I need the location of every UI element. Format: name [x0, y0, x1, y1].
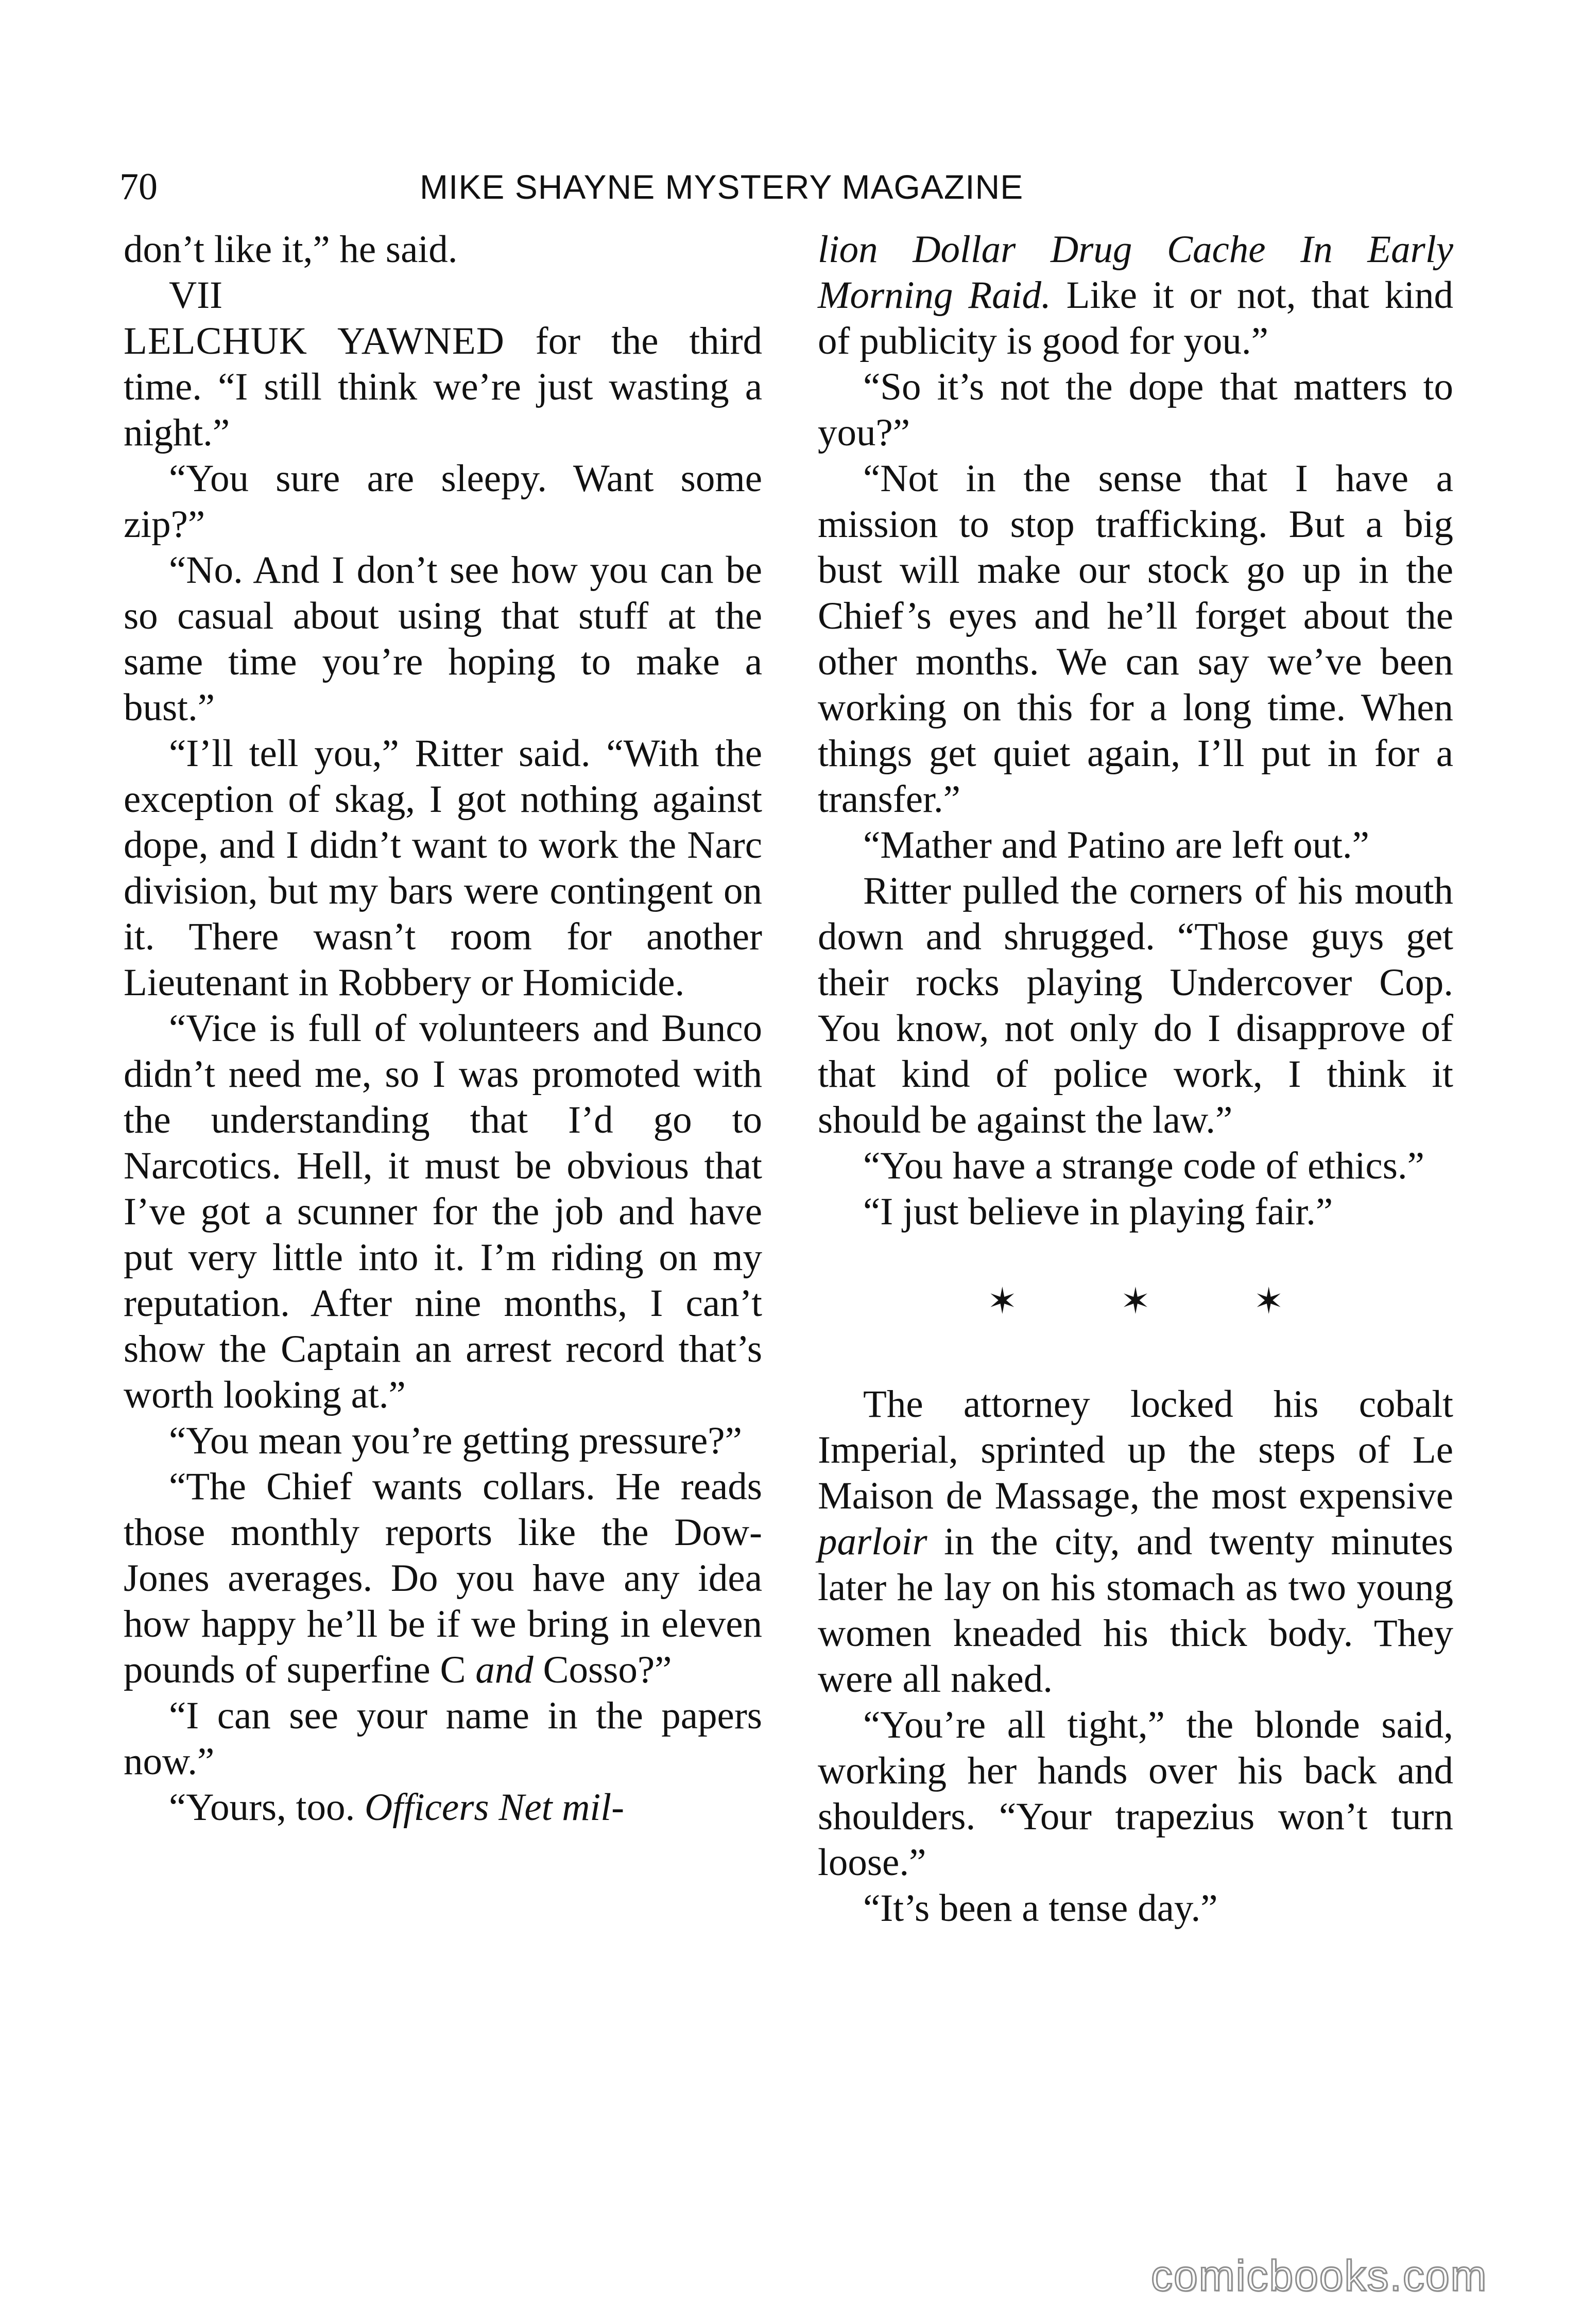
paragraph: “I can see your name in the papers now.” — [124, 1694, 762, 1783]
paragraph: “It’s been a tense day.” — [863, 1887, 1218, 1930]
section-heading: VII — [169, 274, 223, 317]
paragraph: “Mather and Patino are left out.” — [863, 824, 1369, 866]
paragraph: “You’re all tight,” the blonde said, working her hands over his back and shoulders. “Your trapezius won’t turn loose.” — [818, 1704, 1453, 1884]
lead-in: LELCHUK YAWNED — [124, 320, 505, 362]
paragraph: The attorney locked his cobalt Imperial, sprinted up the steps of Le Maison de Massage, the most expensive parloir in the city, and twenty minutes later he lay on his stomach as two young women kneaded his thick body. They were all naked. — [818, 1383, 1453, 1701]
paragraph: “You mean you’re getting pressure?” — [169, 1419, 742, 1462]
paragraph: “I just believe in playing fair.” — [863, 1190, 1333, 1233]
paragraph: “The Chief wants collars. He reads those monthly reports like the Dow-Jones averages. Do you have any idea how happy he’ll be if we bring in eleven pounds of superfine C and Cosso?” — [124, 1465, 762, 1691]
right-column — [818, 227, 1453, 1931]
paragraph: “So it’s not the dope that matters to you?” — [818, 366, 1453, 454]
page-header — [0, 154, 1582, 211]
paragraph: “No. And I don’t see how you can be so casual about using that stuff at the same time you’re hoping to make a bust.” — [124, 549, 762, 729]
paragraph: “Not in the sense that I have a mission to stop trafficking. But a big bust will make our stock go up in the Chief’s eyes and he’ll forget about the other months. We can say we’ve been working on this for a long time. When things get quiet again, I’ll put in for a transfer.” — [818, 457, 1453, 821]
section-break-stars: ✶✶✶ — [987, 1282, 1387, 1322]
paragraph: “Yours, too. Officers Net mil- — [169, 1786, 625, 1829]
paragraph: “I’ll tell you,” Ritter said. “With the exception of skag, I got nothing against dope, and I didn’t want to work the Narc division, but my bars were contingent on it. There wasn’t room for another Lieutenant in Robbery or Homicide. — [124, 732, 762, 1004]
page-number: 70 — [119, 166, 158, 208]
paragraph: “You have a strange code of ethics.” — [863, 1144, 1424, 1187]
watermark: comicbooks.com — [1151, 2251, 1488, 2300]
paragraph: “Vice is full of volunteers and Bunco didn’t need me, so I was promoted with the understanding that I’d go to Narcotics. Hell, it must be obvious that I’ve got a scunner for the job and have put very little into it. I’m riding on my reputation. After nine months, I can’t show the Captain an arrest record that’s worth looking at.” — [124, 1007, 762, 1416]
running-title: MIKE SHAYNE MYSTERY MAGAZINE — [420, 168, 1024, 206]
paragraph: don’t like it,” he said. — [124, 228, 458, 271]
left-column — [124, 227, 762, 1830]
paragraph: “You sure are sleepy. Want some zip?” — [124, 457, 762, 546]
paragraph: LELCHUK YAWNED for the third time. “I still think we’re just wasting a night.” — [124, 320, 762, 454]
paragraph: Ritter pulled the corners of his mouth down and shrugged. “Those guys get their rocks playing Undercover Cop. You know, not only do I disapprove of that kind of police work, I think it should be against the law.” — [818, 870, 1453, 1141]
paragraph: lion Dollar Drug Cache In Early Morning Raid. Like it or not, that kind of publicity is good for you.” — [818, 228, 1453, 362]
